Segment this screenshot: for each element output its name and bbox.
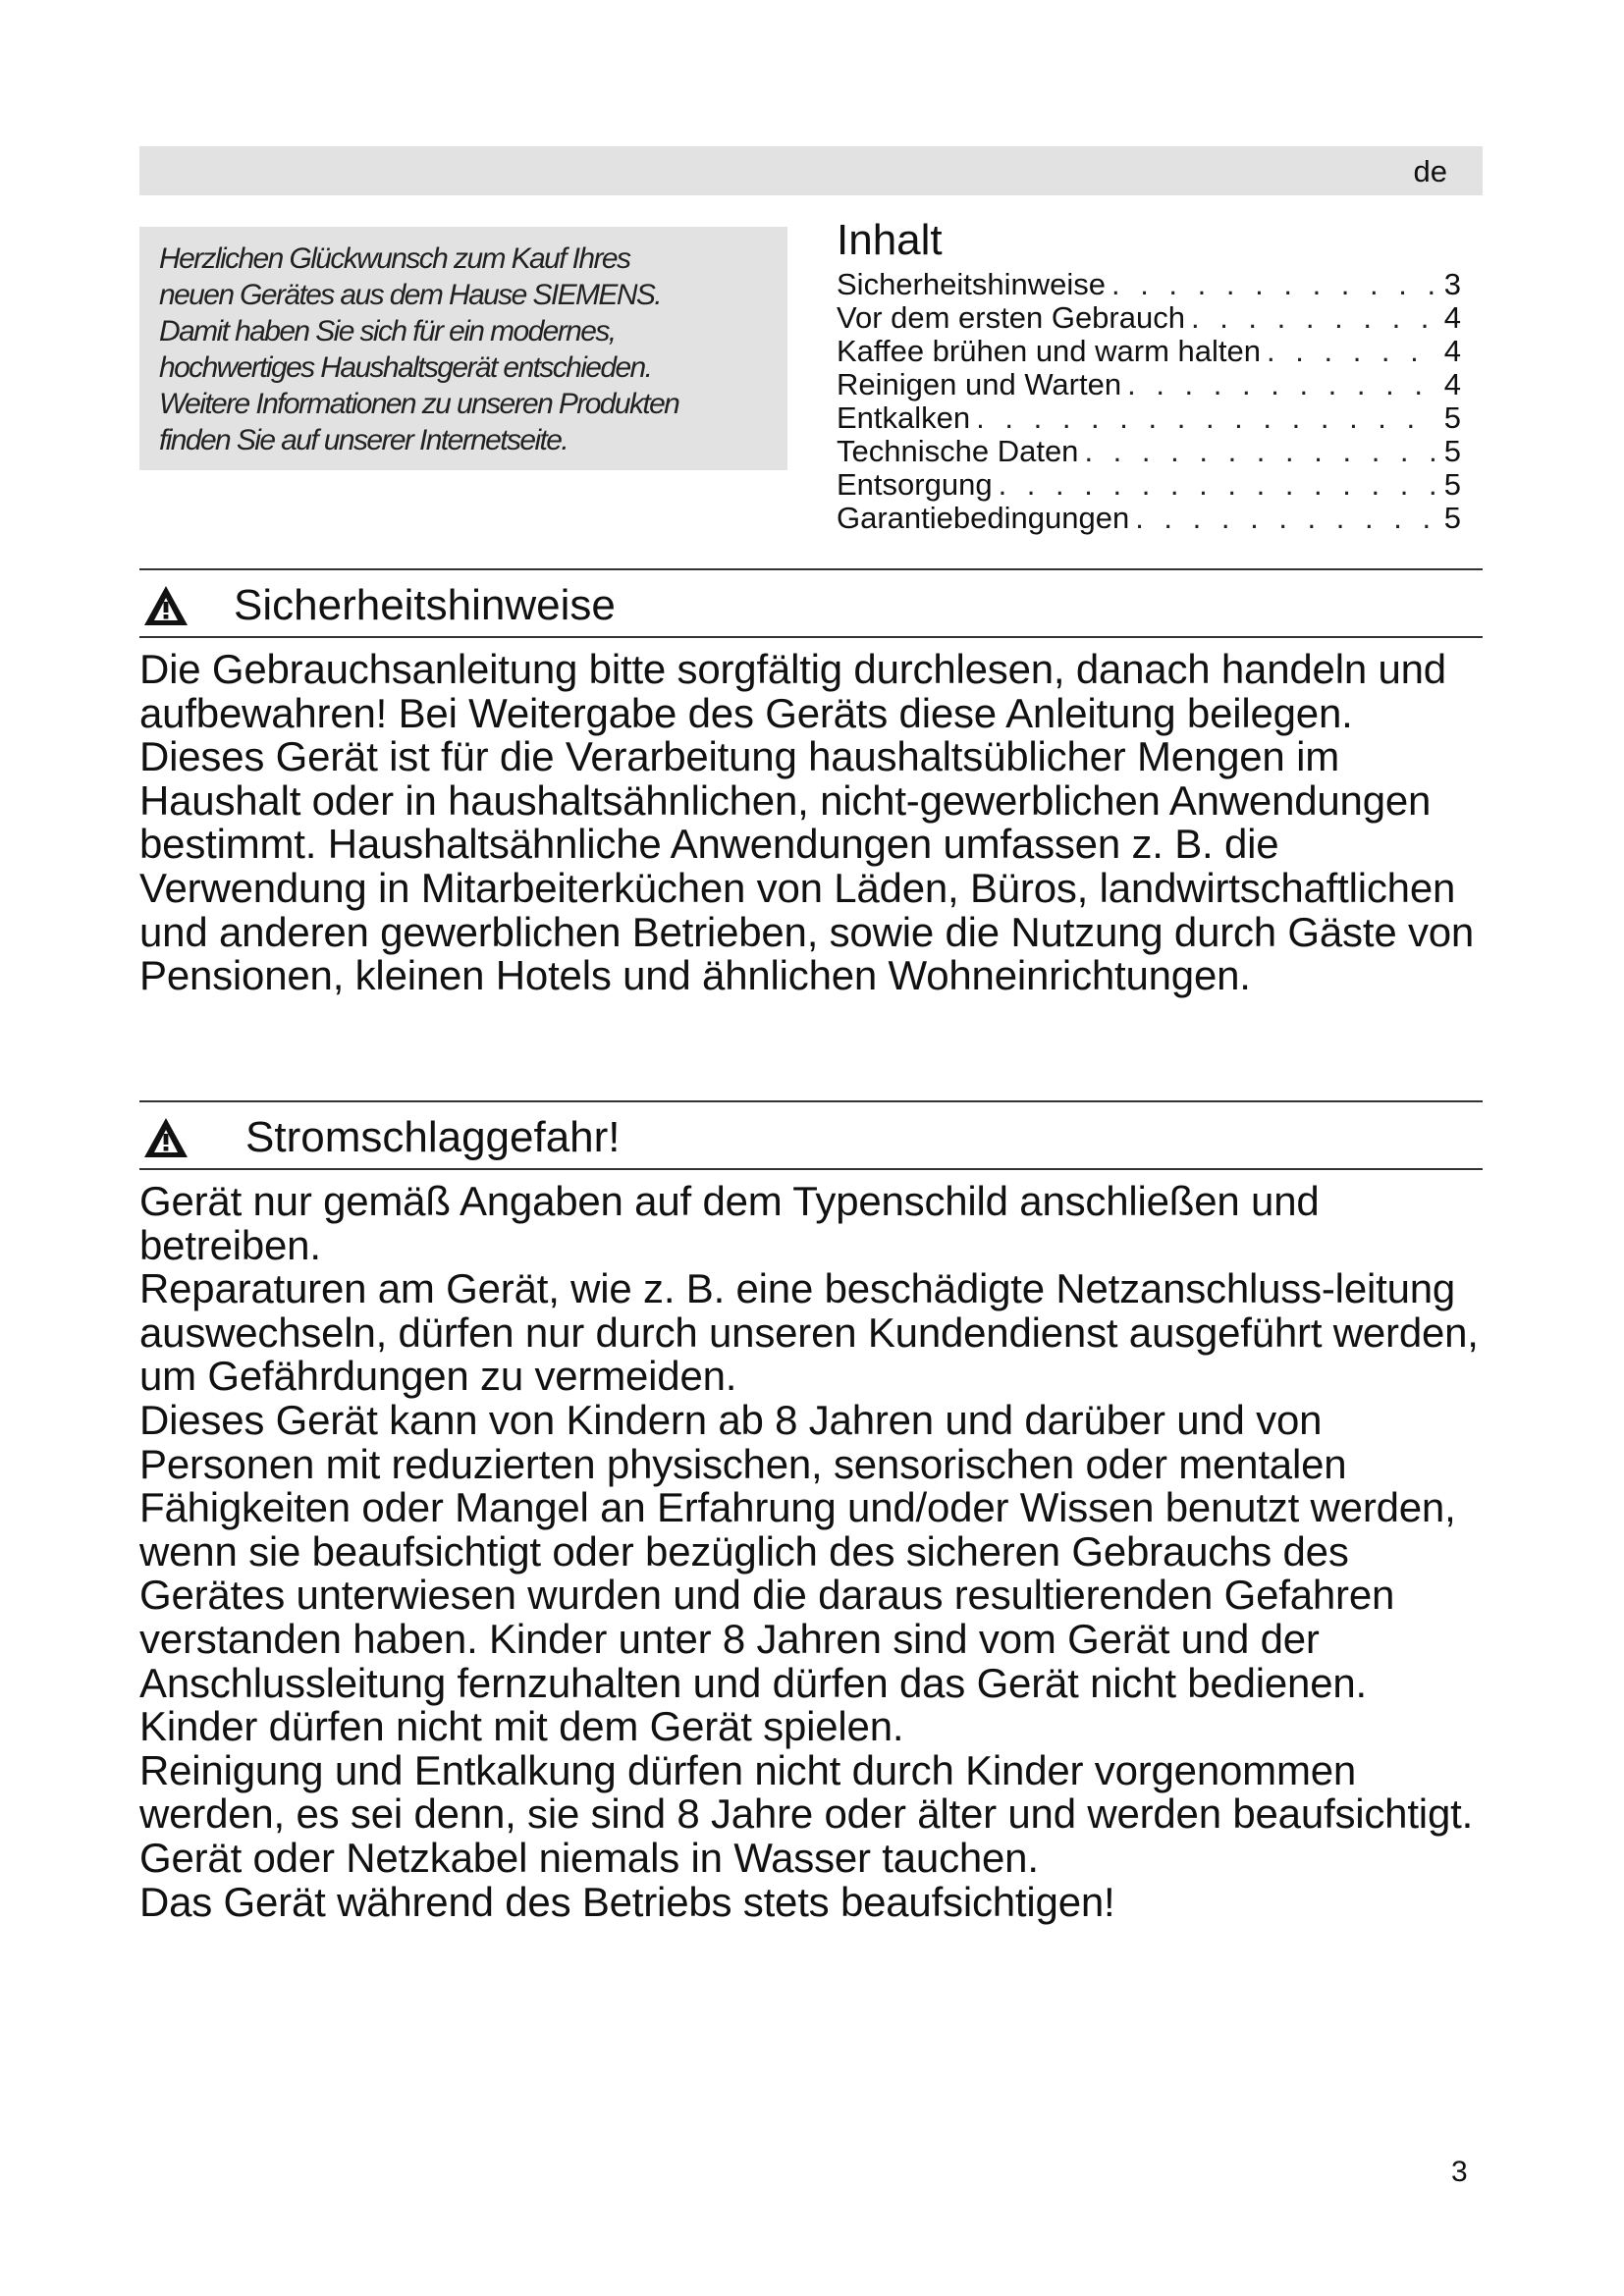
toc-item-page: 5 — [1443, 468, 1461, 502]
toc-item[interactable] — [837, 335, 1465, 368]
page-number: 3 — [1451, 2156, 1468, 2188]
section-divider — [139, 636, 1483, 638]
table-of-contents — [837, 215, 1465, 535]
paragraph: Das Gerät während des Betriebs stets beaufsichtigen! — [139, 1878, 1115, 1925]
section-divider — [139, 1100, 1483, 1102]
toc-leader-dots — [1106, 268, 1436, 301]
toc-leader-dots — [970, 401, 1436, 435]
toc-item[interactable] — [837, 368, 1465, 401]
toc-leader-dots — [1261, 335, 1436, 368]
language-code: de — [1413, 154, 1447, 188]
toc-item-page: 4 — [1443, 368, 1461, 401]
toc-item-page: 4 — [1443, 335, 1461, 368]
toc-item-label: Entsorgung — [837, 468, 993, 502]
paragraph: Die Gebrauchsanleitung bitte sorgfältig durchlesen, danach handeln und aufbewahren! Bei Weitergabe des Geräts diese Anleitung beilegen. — [139, 646, 1446, 736]
warning-triangle-icon — [141, 583, 190, 628]
section-body-electric-shock — [139, 1180, 1494, 1924]
intro-box — [139, 227, 787, 470]
toc-title: Inhalt — [837, 216, 943, 264]
language-header-bar — [139, 146, 1483, 195]
toc-item-page: 5 — [1443, 401, 1461, 435]
toc-leader-dots — [993, 468, 1436, 502]
warning-triangle-icon — [141, 1115, 190, 1160]
toc-item[interactable] — [837, 435, 1465, 468]
paragraph: Dieses Gerät ist für die Verarbeitung haushaltsüblicher Mengen im Haushalt oder in haushaltsähnlichen, nicht-gewerblichen Anwendungen bestimmt. Haushaltsähnliche Anwendungen umfassen z. B. die Verwendung in Mitarbeiterküchen von Läden, Büros, landwirtschaftlichen und anderen gewerblichen Betrieben, sowie die Nutzung durch Gäste von Pensionen, kleinen Hotels und ähnlichen Wohneinrichtungen. — [139, 733, 1475, 999]
paragraph: Gerät nur gemäß Angaben auf dem Typenschild anschließen und betreiben. — [139, 1178, 1320, 1268]
paragraph: Reinigung und Entkalkung dürfen nicht durch Kinder vorgenommen werden, es sei denn, sie sind 8 Jahre oder älter und werden beaufsichtigt. — [139, 1746, 1474, 1838]
toc-leader-dots — [1078, 435, 1435, 468]
toc-leader-dots — [1129, 502, 1436, 535]
toc-item-label: Technische Daten — [837, 435, 1079, 468]
section-title: Sicherheitshinweise — [234, 581, 616, 629]
toc-item-page: 5 — [1443, 502, 1461, 535]
section-body-safety — [139, 648, 1494, 998]
toc-item-label: Sicherheitshinweise — [837, 268, 1106, 301]
toc-item-page: 5 — [1443, 435, 1461, 468]
toc-leader-dots — [1121, 368, 1436, 401]
toc-item-label: Entkalken — [837, 401, 971, 435]
toc-item-label: Garantiebedingungen — [837, 502, 1130, 535]
toc-item[interactable] — [837, 268, 1465, 301]
toc-item[interactable] — [837, 401, 1465, 435]
paragraph: Gerät oder Netzkabel niemals in Wasser tauchen. — [139, 1834, 1039, 1881]
toc-item-page: 3 — [1443, 268, 1461, 301]
toc-item[interactable] — [837, 468, 1465, 502]
paragraph: Reparaturen am Gerät, wie z. B. eine beschädigte Netzanschluss-leitung auswechseln, dürfen nur durch unseren Kundendienst ausgeführt werden, um Gefährdungen zu vermeiden. — [139, 1265, 1479, 1400]
toc-list — [837, 268, 1465, 535]
section-title: Stromschlaggefahr! — [245, 1113, 621, 1161]
paragraph: Dieses Gerät kann von Kindern ab 8 Jahren und darüber und von Personen mit reduzierten physischen, sensorischen oder mentalen Fähigkeiten oder Mangel an Erfahrung und/oder Wissen benutzt werden, wenn sie beaufsichtigt oder bezüglich des sicheren Gebrauchs des Gerätes unterwiesen wurden und die daraus resultierenden Gefahren verstanden haben. Kinder unter 8 Jahren sind vom Gerät und der Anschlussleitung fernzuhalten und dürfen das Gerät nicht bedienen. Kinder dürfen nicht mit dem Gerät spielen. — [139, 1396, 1456, 1750]
intro-text: Herzlichen Glückwunsch zum Kauf Ihres neuen Gerätes aus dem Hause SIEMENS. Damit haben Sie sich für ein modernes, hochwertiges Haushaltsgerät entschieden. Weitere Informationen zu unseren Produkten finden Sie auf unserer Internetseite. — [159, 242, 679, 456]
toc-item-label: Reinigen und Warten — [837, 368, 1122, 401]
section-divider — [139, 568, 1483, 570]
section-header-electric-shock — [139, 1105, 1483, 1170]
section-header-safety — [139, 573, 1483, 638]
toc-leader-dots — [1185, 301, 1436, 335]
section-divider — [139, 1168, 1483, 1170]
toc-item-label: Vor dem ersten Gebrauch — [837, 301, 1185, 335]
toc-item[interactable] — [837, 502, 1465, 535]
toc-item-page: 4 — [1443, 301, 1461, 335]
toc-item[interactable] — [837, 301, 1465, 335]
toc-item-label: Kaffee brühen und warm halten — [837, 335, 1262, 368]
